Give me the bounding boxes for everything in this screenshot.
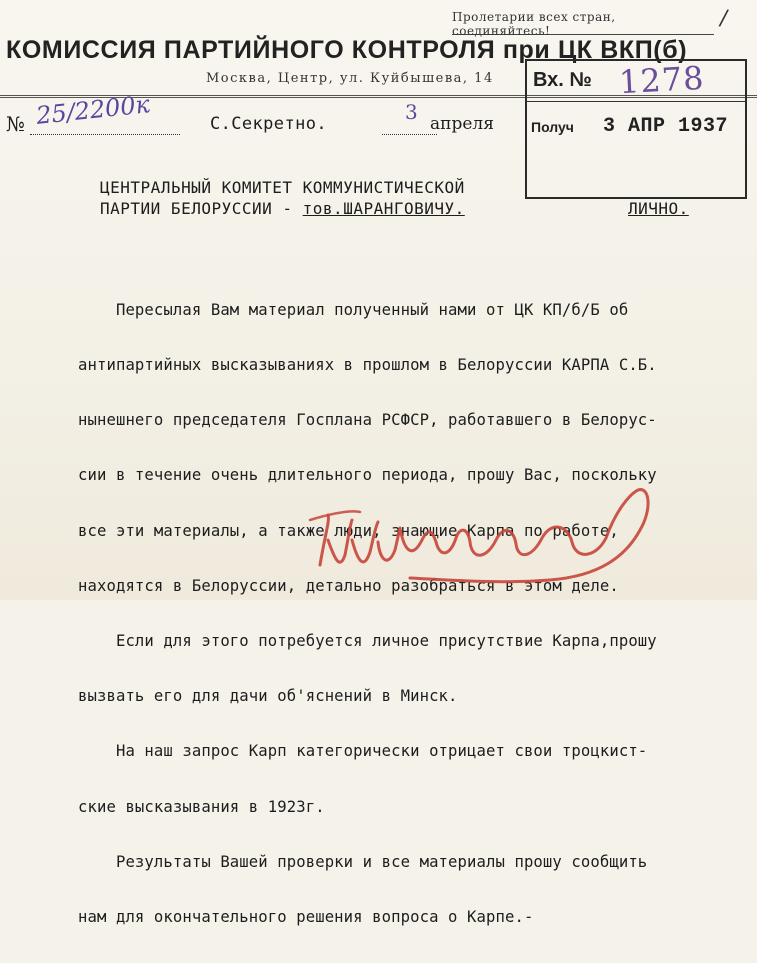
body-line: находятся в Белоруссии, детально разобраться в этом деле. [78, 576, 619, 595]
received-date: 3 АПР 1937 [603, 115, 729, 138]
body-line: антипартийных высказываниях в прошлом в Белоруссии КАРПА С.Б. [78, 356, 657, 375]
addressee-line-1: ЦЕНТРАЛЬНЫЙ КОМИТЕТ КОММУНИСТИЧЕСКОЙ [100, 178, 465, 197]
day-underline [382, 134, 437, 135]
outgoing-number: 25/2200к [34, 90, 152, 130]
body-line: Результаты Вашей проверки и все материалы прошу сообщить [78, 852, 648, 871]
body-line: вызвать его для дачи об'яснений в Минск. [78, 687, 458, 706]
organization-address: Москва, Центр, ул. Куйбышева, 14 [206, 71, 494, 86]
incoming-stamp [525, 59, 747, 199]
letter-day: 3 [405, 100, 418, 124]
received-label: Получ [531, 119, 574, 135]
body-line: сии в течение очень длительного периода, прошу Вас, поскольку [78, 466, 657, 485]
classification: С.Секретно. [210, 114, 327, 134]
body-line: Если для этого потребуется личное присутствие Карпа,прошу [78, 632, 657, 651]
incoming-number: 1278 [618, 58, 706, 102]
letter-month: апреля [430, 114, 494, 134]
handwritten-signature [300, 480, 660, 590]
addressee-org: ПАРТИИ БЕЛОРУССИИ - [100, 199, 303, 218]
number-label: № [6, 112, 25, 136]
body-line: нам для окончательного решения вопроса о Карпе.- [78, 908, 534, 927]
stamp-divider [527, 101, 745, 102]
organization-title: КОМИССИЯ ПАРТИЙНОГО КОНТРОЛЯ при ЦК ВКП(б) [6, 36, 688, 64]
body-line: ские высказывания в 1923г. [78, 797, 325, 816]
addressee-line-2 [100, 199, 465, 218]
body-line: все эти материалы, а также люди, знающие Карпа по работе, [78, 521, 619, 540]
slogan-mark: / [717, 5, 730, 32]
slogan: Пролетарии всех стран, соединяйтесь! [452, 10, 714, 35]
personal-mark: ЛИЧНО. [628, 199, 689, 218]
addressee-name: тов.ШАРАНГОВИЧУ. [302, 199, 465, 218]
incoming-label: Вх. № [533, 69, 592, 91]
body-line: нынешнего председателя Госплана РСФСР, работавшего в Белорус- [78, 411, 657, 430]
body-line: Пересылая Вам материал полученный нами от ЦК КП/б/Б об [78, 300, 629, 319]
letter-body [78, 264, 738, 963]
body-line: На наш запрос Карп категорически отрицает свои троцкист- [78, 742, 648, 761]
number-underline [30, 134, 180, 135]
